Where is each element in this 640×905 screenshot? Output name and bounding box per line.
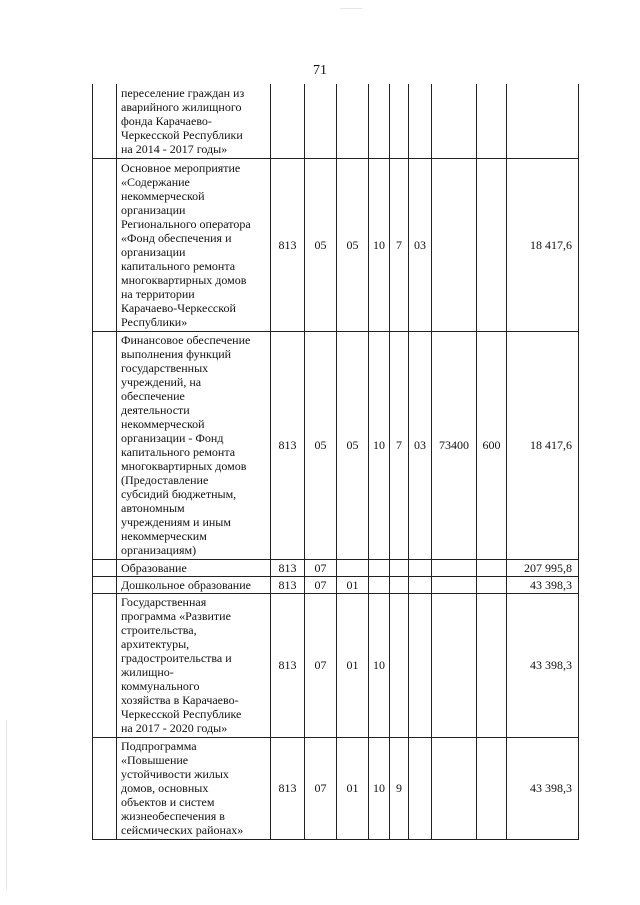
target-code-1 [369,84,390,158]
section-cell: 07 [305,576,337,593]
target-code-3 [409,737,432,839]
scan-edge-top [340,8,362,9]
subsection-cell [337,559,369,576]
target-code-1: 10 [369,593,390,737]
table-row [93,559,579,576]
grbs-cell: 813 [271,737,305,839]
target-code-2 [390,593,409,737]
amount-cell [507,84,579,158]
target-code-4 [432,84,477,158]
target-code-1: 10 [369,158,390,331]
expense-type-cell [477,593,507,737]
table-row [93,576,579,593]
target-code-1: 10 [369,331,390,559]
target-code-1 [369,576,390,593]
target-code-4 [432,737,477,839]
target-code-1 [369,559,390,576]
section-cell: 07 [305,737,337,839]
expense-type-cell: 600 [477,331,507,559]
subsection-cell: 05 [337,331,369,559]
target-code-2 [390,559,409,576]
target-code-3: 03 [409,331,432,559]
section-cell: 05 [305,158,337,331]
target-code-3 [409,559,432,576]
amount-cell: 18 417,6 [507,331,579,559]
target-code-4: 73400 [432,331,477,559]
table-row [93,593,579,737]
target-code-3 [409,593,432,737]
section-cell [305,84,337,158]
target-code-3 [409,576,432,593]
section-cell: 07 [305,559,337,576]
amount-cell: 43 398,3 [507,576,579,593]
amount-cell: 18 417,6 [507,158,579,331]
target-code-3 [409,84,432,158]
target-code-4 [432,576,477,593]
grbs-cell: 813 [271,593,305,737]
expense-type-cell [477,559,507,576]
row-name: Финансовое обеспечение выполнения функций государственных учреждений, на обеспечение деятельности некоммерческой организации - Фонд капитального ремонта многоквартирных домов (Предоставление субсидий бюджетным, автономным учреждениям и иным некоммерческим организациям) [117,331,271,559]
table-row [93,331,579,559]
target-code-2 [390,576,409,593]
target-code-3: 03 [409,158,432,331]
section-cell: 07 [305,593,337,737]
subsection-cell: 01 [337,737,369,839]
table-row [93,158,579,331]
subsection-cell: 01 [337,593,369,737]
expense-type-cell [477,84,507,158]
amount-cell: 43 398,3 [507,593,579,737]
row-name: Основное мероприятие «Содержание некоммерческой организации Регионального оператора «Фонд обеспечения и организации капитального ремонта многоквартирных домов на территории Карачаево-Черкесской Республики» [117,158,271,331]
target-code-2: 9 [390,737,409,839]
table-row [93,737,579,839]
grbs-cell: 813 [271,576,305,593]
grbs-cell [271,84,305,158]
target-code-2: 7 [390,331,409,559]
scan-edge-left [6,720,7,890]
budget-table [92,84,579,840]
target-code-2 [390,84,409,158]
row-name: Образование [117,559,271,576]
target-code-4 [432,158,477,331]
table-row [93,84,579,158]
expense-type-cell [477,158,507,331]
target-code-1: 10 [369,737,390,839]
grbs-cell: 813 [271,331,305,559]
row-name: переселение граждан из аварийного жилищного фонда Карачаево- Черкесской Республики на 2014 - 2017 годы» [117,84,271,158]
subsection-cell [337,84,369,158]
amount-cell: 207 995,8 [507,559,579,576]
page-number: 71 [313,63,327,78]
expense-type-cell [477,576,507,593]
row-name: Государственная программа «Развитие строительства, архитектуры, градостроительства и жилищно- коммунального хозяйства в Карачаево- Черкесской Республике на 2017 - 2020 годы» [117,593,271,737]
amount-cell: 43 398,3 [507,737,579,839]
target-code-4 [432,593,477,737]
grbs-cell: 813 [271,158,305,331]
target-code-4 [432,559,477,576]
section-cell: 05 [305,331,337,559]
expense-type-cell [477,737,507,839]
target-code-2: 7 [390,158,409,331]
row-name: Дошкольное образование [117,576,271,593]
subsection-cell: 01 [337,576,369,593]
subsection-cell: 05 [337,158,369,331]
row-name: Подпрограмма «Повышение устойчивости жилых домов, основных объектов и систем жизнеобеспечения в сейсмических районах» [117,737,271,839]
grbs-cell: 813 [271,559,305,576]
